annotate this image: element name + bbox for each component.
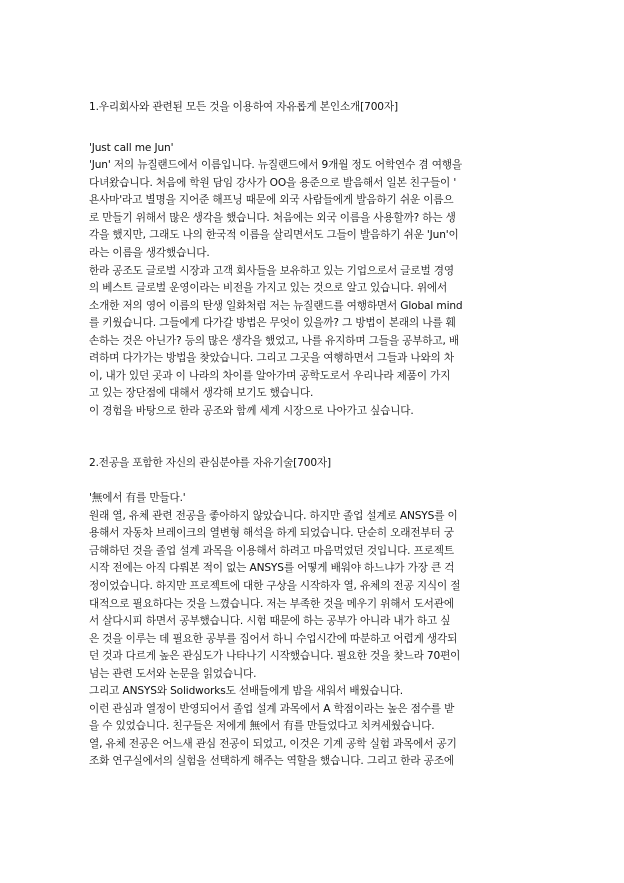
section2-line: 넘는 관련 도서와 논문을 읽었습니다. xyxy=(89,668,257,680)
section1-heading: 1.우리회사와 관련된 모든 것을 이용하여 자유롭게 본인소개[700자] xyxy=(89,101,398,113)
section2-line: 조화 연구실에서의 실험을 선택하게 해주는 역할을 했습니다. 그리고 한라 공조에 xyxy=(89,755,454,767)
section1-line: 한라 공조도 글로벌 시장과 고객 회사들을 보유하고 있는 기업으로서 글로벌 경영 xyxy=(89,265,454,277)
section2-line: 이런 관심과 열정이 반영되어서 졸업 설계 과목에서 A 학점이라는 높은 점수를 받 xyxy=(89,703,455,715)
section2-line: 원래 열, 유체 관련 전공을 좋아하지 않았습니다. 하지만 졸업 설계로 ANSYS를 이 xyxy=(89,510,458,522)
section2-heading: 2.전공을 포함한 자신의 관심분야를 자유기술[700자] xyxy=(89,457,331,469)
section2-line: 은 것을 이루는 데 필요한 공부를 집어서 하니 수업시간에 따분하고 어렵게 생각되 xyxy=(89,633,458,645)
section2-line: 금해하던 것을 졸업 설계 과목을 이용해서 하려고 마음먹었던 것입니다. 프로젝트 xyxy=(89,545,454,557)
section1-line: 의 베스트 글로벌 운영이라는 비전을 가지고 있는 것으로 알고 있습니다. 위에서 xyxy=(89,282,448,294)
section2-line: 대적으로 필요하다는 것을 느꼈습니다. 저는 부족한 것을 메우기 위해서 도서관에 xyxy=(89,598,454,610)
section2-line: 던 것과 다르게 높은 관심도가 나타나기 시작했습니다. 필요한 것을 찾느라 70편이 xyxy=(89,650,461,662)
section1-line: 려하며 다가가는 방법을 찾았습니다. 그리고 그곳을 여행하면서 그들과 나와의 차 xyxy=(89,352,454,364)
section2-line: 열, 유체 전공은 어느새 관심 전공이 되었고, 이것은 기계 공학 실험 과목에서 공기 xyxy=(89,738,457,750)
section1-line: 소개한 저의 영어 이름의 탄생 일화처럼 저는 뉴질랜드를 여행하면서 Global mind xyxy=(89,300,463,312)
section1-line: 이, 내가 있던 곳과 이 나라의 차이를 알아가며 공학도로서 우리나라 제품이 가지 xyxy=(89,370,451,382)
section1-line: 를 키웠습니다. 그들에게 다가갈 방법은 무엇이 있을까? 그 방법이 본래의 나를 훼 xyxy=(89,317,456,329)
section1-line: 고 있는 장단점에 대해서 생각해 보기도 했습니다. xyxy=(89,387,314,399)
section1-line: 다녀왔습니다. 처음에 학원 담임 강사가 OO을 용준으로 발음해서 일본 친구들이 ' xyxy=(89,177,457,189)
section2-line: 그리고 ANSYS와 Solidworks도 선배들에게 밤을 새워서 배웠습니다. xyxy=(89,685,404,697)
section2-line: 용해서 자동차 브레이크의 열변형 해석을 하게 되었습니다. 단순히 오래전부터 궁 xyxy=(89,527,454,539)
section2-title: '無에서 有를 만들다.' xyxy=(89,492,186,504)
section1-line: 각을 했지만, 그래도 나의 한국적 이름을 살리면서도 그들이 발음하기 쉬운 'Jun'이 xyxy=(89,229,459,241)
section1-line: 손하는 것은 아닌가? 등의 많은 생각을 했었고, 나를 유지하며 그들을 공부하고, 배 xyxy=(89,335,459,347)
section1-title: 'Just call me Jun' xyxy=(89,142,174,154)
section1-line: 라는 이름을 생각했습니다. xyxy=(89,247,210,259)
section2-line: 시작 전에는 아직 다뤄본 적이 없는 ANSYS를 어떻게 배워야 하느냐가 가장 큰 걱 xyxy=(89,562,455,574)
section1-line: 욘사마'라고 별명을 지어준 해프닝 때문에 외국 사람들에게 발음하기 쉬운 이름으 xyxy=(89,194,454,206)
section1-line: 이 경험을 바탕으로 한라 공조와 함께 세계 시장으로 나아가고 싶습니다. xyxy=(89,405,414,417)
section2-line: 정이었습니다. 하지만 프로젝트에 대한 구상을 시작하자 열, 유체의 전공 지식이 절 xyxy=(89,580,461,592)
section2-line: 을 수 있었습니다. 친구들은 저에게 無에서 有를 만들었다고 치켜세웠습니다. xyxy=(89,720,435,732)
section1-line: 'Jun' 저의 뉴질랜드에서 이름입니다. 뉴질랜드에서 9개월 정도 어학연수 겸 여행을 xyxy=(89,159,462,171)
section2-line: 서 살다시피 하면서 공부했습니다. 시험 때문에 하는 공부가 아니라 내가 하고 싶 xyxy=(89,615,451,627)
section1-line: 로 만들기 위해서 많은 생각을 했습니다. 처음에는 외국 이름을 사용할까? 하는 생 xyxy=(89,212,456,224)
